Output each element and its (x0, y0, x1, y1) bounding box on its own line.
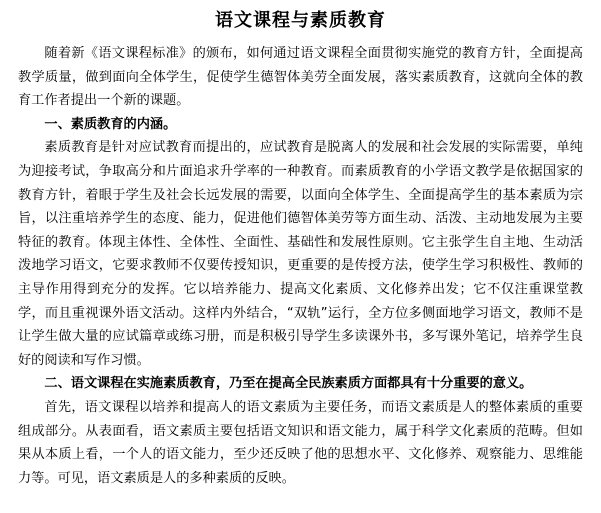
section-1-paragraph: 素质教育是针对应试教育而提出的，应试教育是脱离人的发展和社会发展的实际需要，单纯为迎接考试，争取高分和片面追求升学率的一种教育。而素质教育的小学语文教学是依据国家的教育方针，着眼于学生及社会长远发展的需要，以面向全体学生、全面提高学生的基本素质为宗旨，以注重培养学生的态度、能力，促进他们德智体美劳等方面生动、活泼、主动地发展为主要特征的教育。体现主体性、全体性、全面性、基础性和发展性原则。它主张学生自主地、生动活泼地学习语文，它要求教师不仅要传授知识，更重要的是传授方法，使学生学习积极性、教师的主导作用得到充分的发挥。它以培养能力、提高文化素质、文化修养出发；它不仅注重课堂教学，而且重视课外语文活动。这样内外结合，“双轨”运行，全方位多侧面地学习语文，教师不是让学生做大量的应试篇章或练习册，而是积极引导学生多读课外书，多写课外笔记，培养学生良好的阅读和写作习惯。 (18, 140, 583, 368)
section-heading-1: 一、素质教育的内涵。 (44, 116, 177, 132)
section-heading-2: 二、语文课程在实施素质教育，乃至在提高全民族素质方面都具有十分重要的意义。 (44, 376, 533, 392)
section-2-paragraph: 首先，语文课程以培养和提高人的语文素质为主要任务，而语文素质是人的整体素质的重要组成部分。从表面看，语文素质主要包括语文知识和语文能力，属于科学文化素质的范畴。但如果从本质上看，一个人的语文能力，至少还反映了他的思想水平、文化修养、观察能力、思维能力等。可见，语文素质是人的多种素质的反映。 (18, 399, 583, 486)
document-title: 语文课程与素质教育 (215, 10, 386, 31)
intro-paragraph: 随着新《语文课程标准》的颁布，如何通过语文课程全面贯彻实施党的教育方针，全面提高教学质量，做到面向全体学生，促使学生德智体美劳全面发展，落实素质教育，这就向全体的教育工作者提出一个新的课题。 (18, 46, 583, 109)
